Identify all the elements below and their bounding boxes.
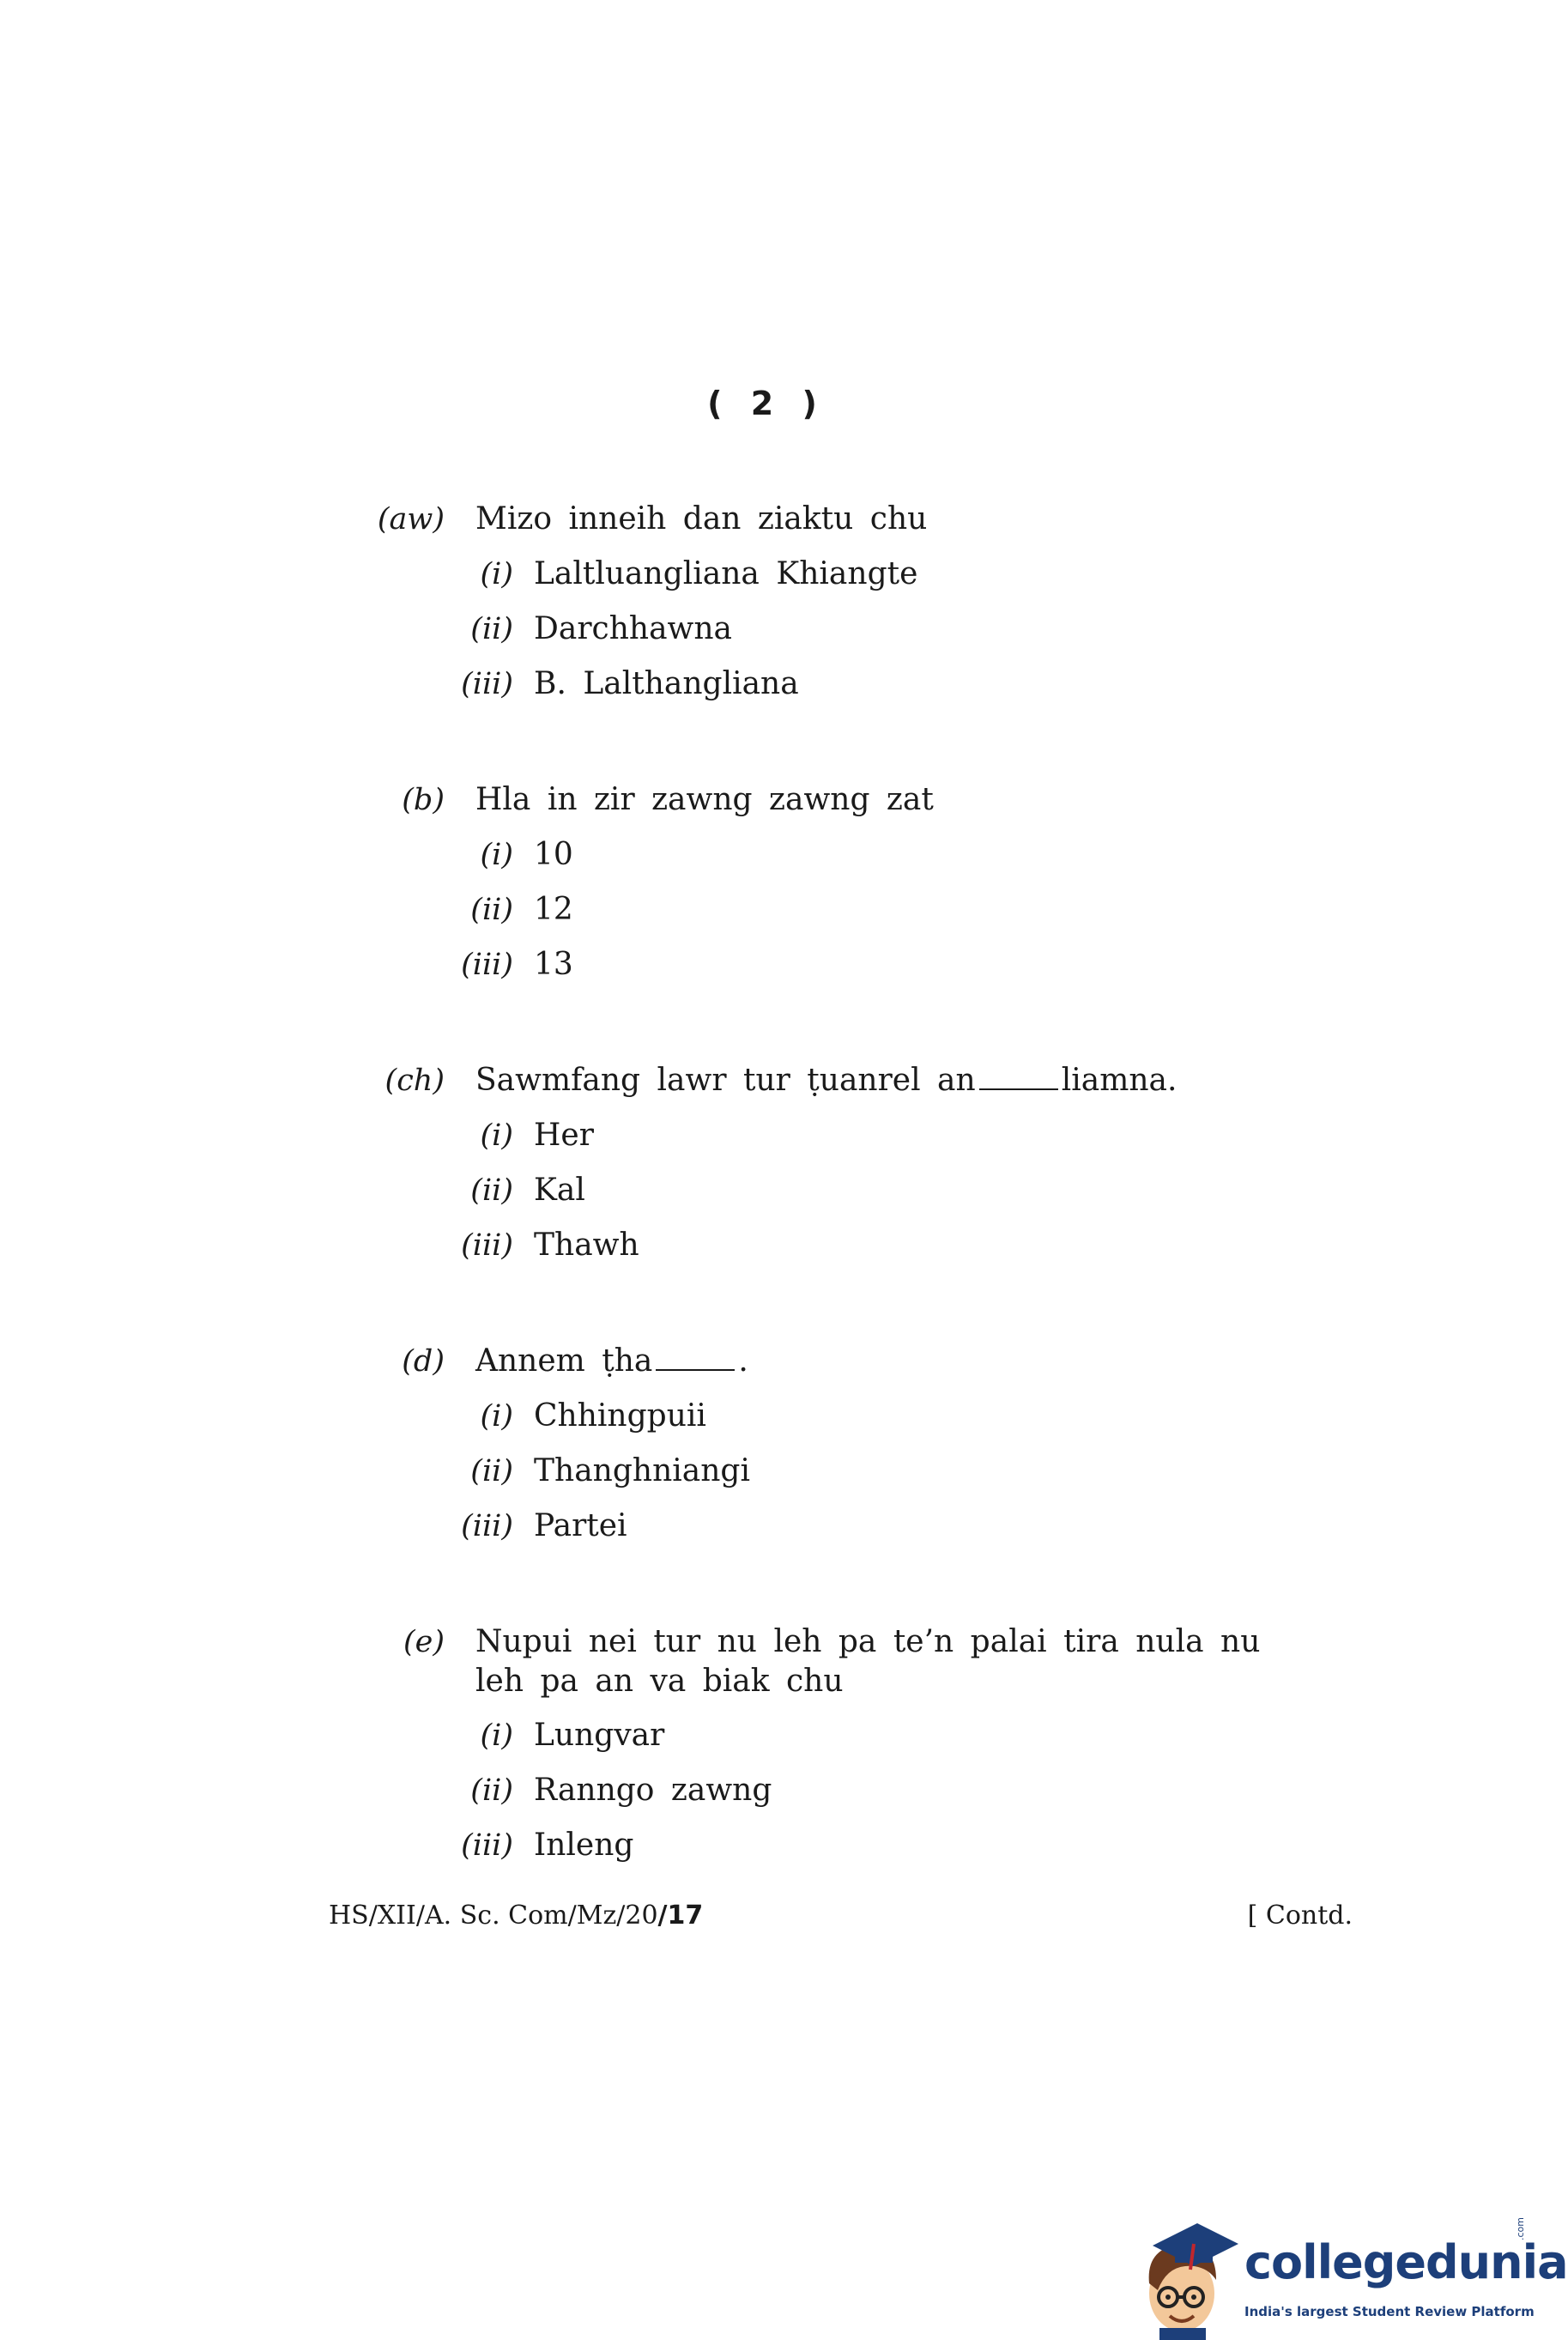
- question-text: Hla in zir zawng zawng zat: [475, 782, 934, 817]
- option-label: (i): [480, 1399, 513, 1434]
- option: [0, 1116, 1533, 1155]
- option: [0, 945, 1533, 985]
- question-label: (d): [402, 1344, 445, 1379]
- option-text: Laltluangliana Khiangte: [534, 556, 918, 591]
- option-label: (ii): [470, 893, 513, 927]
- option: [0, 1226, 1533, 1265]
- option: [0, 1171, 1533, 1210]
- page-number: ( 2 ): [707, 385, 826, 422]
- option-label: (i): [480, 838, 513, 872]
- question-label: (e): [403, 1625, 445, 1659]
- question-text: [475, 1342, 1299, 1381]
- question-text-after: .: [738, 1343, 748, 1379]
- option-text: Darchhawna: [534, 611, 732, 646]
- question-text: Nupui nei tur nu leh pa te’n palai tira nula nu leh pa an va biak chu: [475, 1624, 1261, 1699]
- option: [0, 1826, 1533, 1865]
- question-text-before: Annem ṭha: [475, 1343, 653, 1379]
- option-label: (iii): [461, 948, 513, 982]
- option-text: Inleng: [534, 1828, 634, 1863]
- option-text: Thanghniangi: [534, 1453, 750, 1488]
- collegedunia-logo: [1137, 2215, 1568, 2340]
- paper-code-prefix: HS/XII/A. Sc. Com/Mz/20: [329, 1900, 658, 1931]
- option-label: (ii): [470, 1773, 513, 1808]
- option-text: Ranngo zawng: [534, 1773, 772, 1808]
- option-text: Chhingpuii: [534, 1398, 706, 1434]
- option: [0, 890, 1533, 930]
- mascot-icon: [1137, 2215, 1240, 2340]
- option: [0, 1506, 1533, 1546]
- brand-name: collegedunia: [1244, 2235, 1568, 2289]
- question-label: (aw): [377, 502, 445, 537]
- option: [0, 1397, 1533, 1436]
- option: [0, 1771, 1533, 1810]
- option-text: Thawh: [534, 1228, 639, 1263]
- paper-code-suffix: /17: [657, 1900, 704, 1931]
- option-text: Kal: [534, 1173, 585, 1208]
- option-label: (i): [480, 1719, 513, 1753]
- option: [0, 555, 1533, 594]
- option-label: (ii): [470, 612, 513, 646]
- contd-note: [ Contd.: [1247, 1900, 1353, 1931]
- option-label: (iii): [461, 667, 513, 701]
- answer-blank: [656, 1343, 735, 1371]
- option-text: 13: [534, 947, 573, 982]
- option-label: (iii): [461, 1228, 513, 1263]
- option-label: (ii): [470, 1173, 513, 1208]
- option: [0, 1452, 1533, 1491]
- question-label: (b): [402, 783, 445, 817]
- question-text-before: Sawmfang lawr tur ṭuanrel an: [475, 1063, 976, 1098]
- option: [0, 1716, 1533, 1755]
- option-label: (i): [480, 1118, 513, 1153]
- brand-tagline: India's largest Student Review Platform: [1244, 2304, 1535, 2319]
- option-text: Partei: [534, 1508, 627, 1543]
- question-text-after: liamna.: [1061, 1063, 1178, 1098]
- option-text: B. Lalthangliana: [534, 666, 799, 701]
- question-text: Mizo inneih dan ziaktu chu: [475, 501, 928, 537]
- brand-domain: .com: [1515, 2217, 1526, 2240]
- option-text: Lungvar: [534, 1718, 665, 1753]
- option-label: (ii): [470, 1454, 513, 1488]
- option: [0, 835, 1533, 875]
- option-text: 12: [534, 892, 573, 927]
- option-text: Her: [534, 1118, 594, 1153]
- question-text: [475, 1061, 1299, 1100]
- option-label: (i): [480, 557, 513, 591]
- option-label: (iii): [461, 1509, 513, 1543]
- answer-blank: [979, 1063, 1058, 1090]
- option: [0, 609, 1533, 649]
- question-label: (ch): [384, 1064, 445, 1098]
- option: [0, 664, 1533, 704]
- option-text: 10: [534, 837, 573, 872]
- paper-code: [329, 1899, 703, 1933]
- option-label: (iii): [461, 1828, 513, 1863]
